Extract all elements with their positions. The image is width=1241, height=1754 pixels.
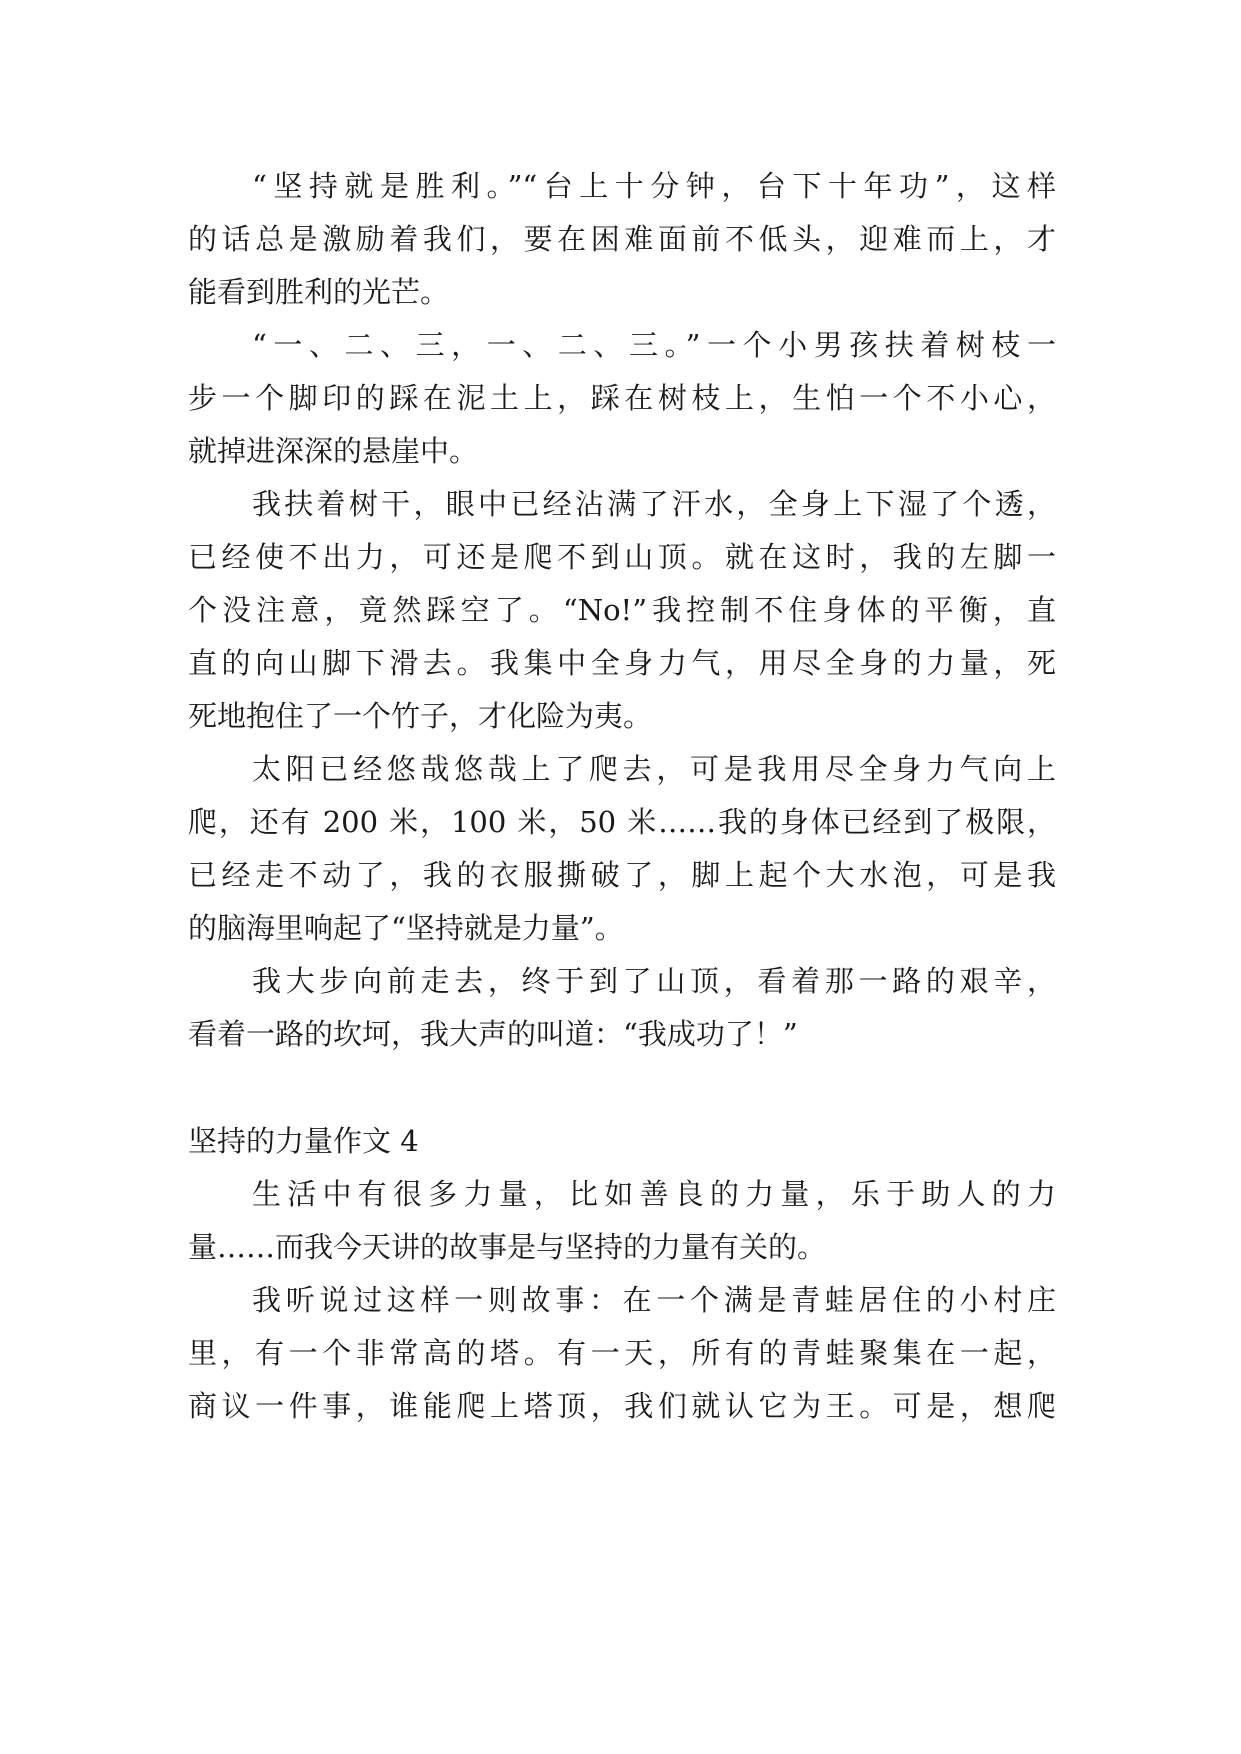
paragraph-line: 我大步向前走去，终于到了山顶，看着那一路的艰辛， [252,964,1056,998]
paragraph-line: 能看到胜利的光芒。 [188,275,450,309]
paragraph-line: 的话总是激励着我们，要在困难面前不低头，迎难而上，才 [188,222,1056,256]
paragraph-line: “一、二、三，一、二、三。”一个小男孩扶着树枝一 [252,328,1056,362]
paragraph-line: 太阳已经悠哉悠哉上了爬去，可是我用尽全身力气向上 [252,752,1056,786]
paragraph-line: 就掉进深深的悬崖中。 [188,434,479,468]
paragraph-line: 商议一件事，谁能爬上塔顶，我们就认它为王。可是，想爬 [188,1389,1056,1423]
paragraph-line: “坚持就是胜利。”“台上十分钟，台下十年功”，这样 [252,169,1056,203]
paragraph-line: 的脑海里响起了“坚持就是力量”。 [188,911,624,945]
paragraph-line: 死地抱住了一个竹子，才化险为夷。 [188,699,653,733]
paragraph-line: 量……而我今天讲的故事是与坚持的力量有关的。 [188,1230,827,1264]
paragraph-line: 已经使不出力，可还是爬不到山顶。就在这时，我的左脚一 [188,540,1056,574]
paragraph-line: 直的向山脚下滑去。我集中全身力气，用尽全身的力量，死 [188,646,1056,680]
paragraph-line: 个没注意，竟然踩空了。“No!”我控制不住身体的平衡，直 [188,593,1056,627]
paragraph-line: 我听说过这样一则故事：在一个满是青蛙居住的小村庄 [252,1283,1056,1317]
section-title: 坚持的力量作文 4 [188,1124,419,1158]
paragraph-line: 里，有一个非常高的塔。有一天，所有的青蛙聚集在一起， [188,1336,1056,1370]
paragraph-line: 步一个脚印的踩在泥土上，踩在树枝上，生怕一个不小心， [188,381,1056,415]
paragraph-line: 看着一路的坎坷，我大声的叫道：“我成功了！” [188,1017,798,1051]
paragraph-line: 我扶着树干，眼中已经沾满了汗水，全身上下湿了个透， [252,487,1056,521]
paragraph-line: 爬，还有 200 米，100 米，50 米……我的身体已经到了极限， [188,805,1056,839]
paragraph-line: 生活中有很多力量，比如善良的力量，乐于助人的力 [252,1177,1056,1211]
paragraph-line: 已经走不动了，我的衣服撕破了，脚上起个大水泡，可是我 [188,858,1056,892]
